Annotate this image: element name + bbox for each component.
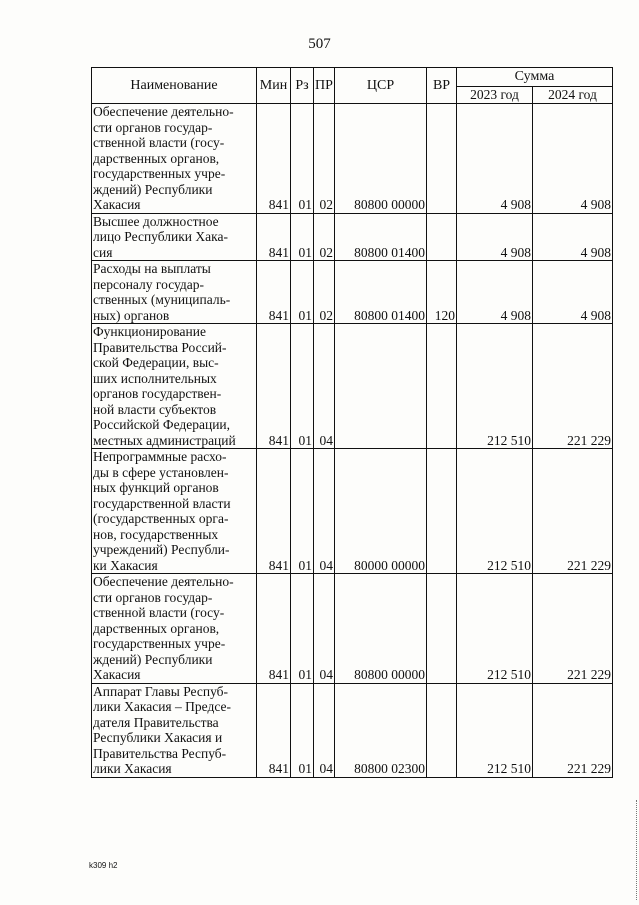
row-name: Обеспечение деятельно- сти органов государ- ственной власти (госу- дарственных органов, государственных учре- ждений) Республики Хакасия: [92, 104, 257, 214]
header-rz: Рз: [291, 68, 314, 104]
row-csr: 80800 01400: [335, 261, 427, 324]
row-csr: 80800 00000: [335, 104, 427, 214]
table-row: [92, 104, 613, 214]
row-pr: 02: [314, 213, 335, 261]
row-csr: 80000 00000: [335, 449, 427, 574]
row-amount-2023: 4 908: [457, 261, 533, 324]
row-amount-2024: 221 229: [533, 683, 613, 777]
header-year-2023: 2023 год: [457, 87, 533, 104]
row-vr: [427, 324, 457, 449]
header-csr: ЦСР: [335, 68, 427, 104]
row-min: 841: [257, 104, 291, 214]
header-pr: ПР: [314, 68, 335, 104]
row-pr: 04: [314, 324, 335, 449]
row-amount-2023: 212 510: [457, 324, 533, 449]
row-min: 841: [257, 449, 291, 574]
table-row: [92, 324, 613, 449]
row-name: Непрограммные расхо- ды в сфере установлен- ных функций органов государственной власти (государственных орга- нов, государственных учреждений) Республи- ки Хакасия: [92, 449, 257, 574]
row-amount-2024: 221 229: [533, 324, 613, 449]
table-row: [92, 213, 613, 261]
row-csr: 80800 00000: [335, 574, 427, 684]
row-rz: 01: [291, 324, 314, 449]
row-rz: 01: [291, 574, 314, 684]
row-amount-2023: 4 908: [457, 213, 533, 261]
row-name: Высшее должностное лицо Республики Хака- сия: [92, 213, 257, 261]
table-row: [92, 683, 613, 777]
row-amount-2024: 4 908: [533, 104, 613, 214]
row-name: Расходы на выплаты персоналу государ- ственных (муниципаль- ных) органов: [92, 261, 257, 324]
row-vr: [427, 449, 457, 574]
row-csr: [335, 324, 427, 449]
header-min: Мин: [257, 68, 291, 104]
row-name: Аппарат Главы Респуб- лики Хакасия – Предсе- дателя Правительства Республики Хакасия и Правительства Респуб- лики Хакасия: [92, 683, 257, 777]
row-vr: [427, 683, 457, 777]
table-row: [92, 449, 613, 574]
row-rz: 01: [291, 261, 314, 324]
row-min: 841: [257, 683, 291, 777]
row-min: 841: [257, 324, 291, 449]
table-row: [92, 261, 613, 324]
page-number: 507: [308, 36, 331, 52]
row-vr: [427, 574, 457, 684]
header-vr: ВР: [427, 68, 457, 104]
budget-table: [91, 67, 613, 778]
header-sum: Сумма: [457, 68, 613, 87]
table-row: [92, 574, 613, 684]
row-rz: 01: [291, 449, 314, 574]
row-min: 841: [257, 574, 291, 684]
row-pr: 02: [314, 104, 335, 214]
row-vr: 120: [427, 261, 457, 324]
row-pr: 04: [314, 683, 335, 777]
row-rz: 01: [291, 213, 314, 261]
scan-edge-artifact: [633, 800, 637, 900]
row-amount-2023: 212 510: [457, 574, 533, 684]
row-pr: 04: [314, 449, 335, 574]
row-amount-2023: 212 510: [457, 449, 533, 574]
row-amount-2024: 4 908: [533, 261, 613, 324]
row-vr: [427, 104, 457, 214]
row-amount-2024: 221 229: [533, 574, 613, 684]
row-amount-2023: 4 908: [457, 104, 533, 214]
row-rz: 01: [291, 104, 314, 214]
row-rz: 01: [291, 683, 314, 777]
row-min: 841: [257, 261, 291, 324]
row-amount-2024: 4 908: [533, 213, 613, 261]
row-pr: 04: [314, 574, 335, 684]
row-vr: [427, 213, 457, 261]
row-name: Функционирование Правительства Россий- ской Федерации, выс- ших исполнительных органов государствен- ной власти субъектов Российской Федерации, местных администраций: [92, 324, 257, 449]
row-min: 841: [257, 213, 291, 261]
row-name: Обеспечение деятельно- сти органов государ- ственной власти (госу- дарственных органов, государственных учре- ждений) Республики Хакасия: [92, 574, 257, 684]
row-amount-2024: 221 229: [533, 449, 613, 574]
row-csr: 80800 02300: [335, 683, 427, 777]
footer-document-code: k309 h2: [89, 861, 118, 870]
row-pr: 02: [314, 261, 335, 324]
row-csr: 80800 01400: [335, 213, 427, 261]
row-amount-2023: 212 510: [457, 683, 533, 777]
header-name: Наименование: [92, 68, 257, 104]
header-year-2024: 2024 год: [533, 87, 613, 104]
